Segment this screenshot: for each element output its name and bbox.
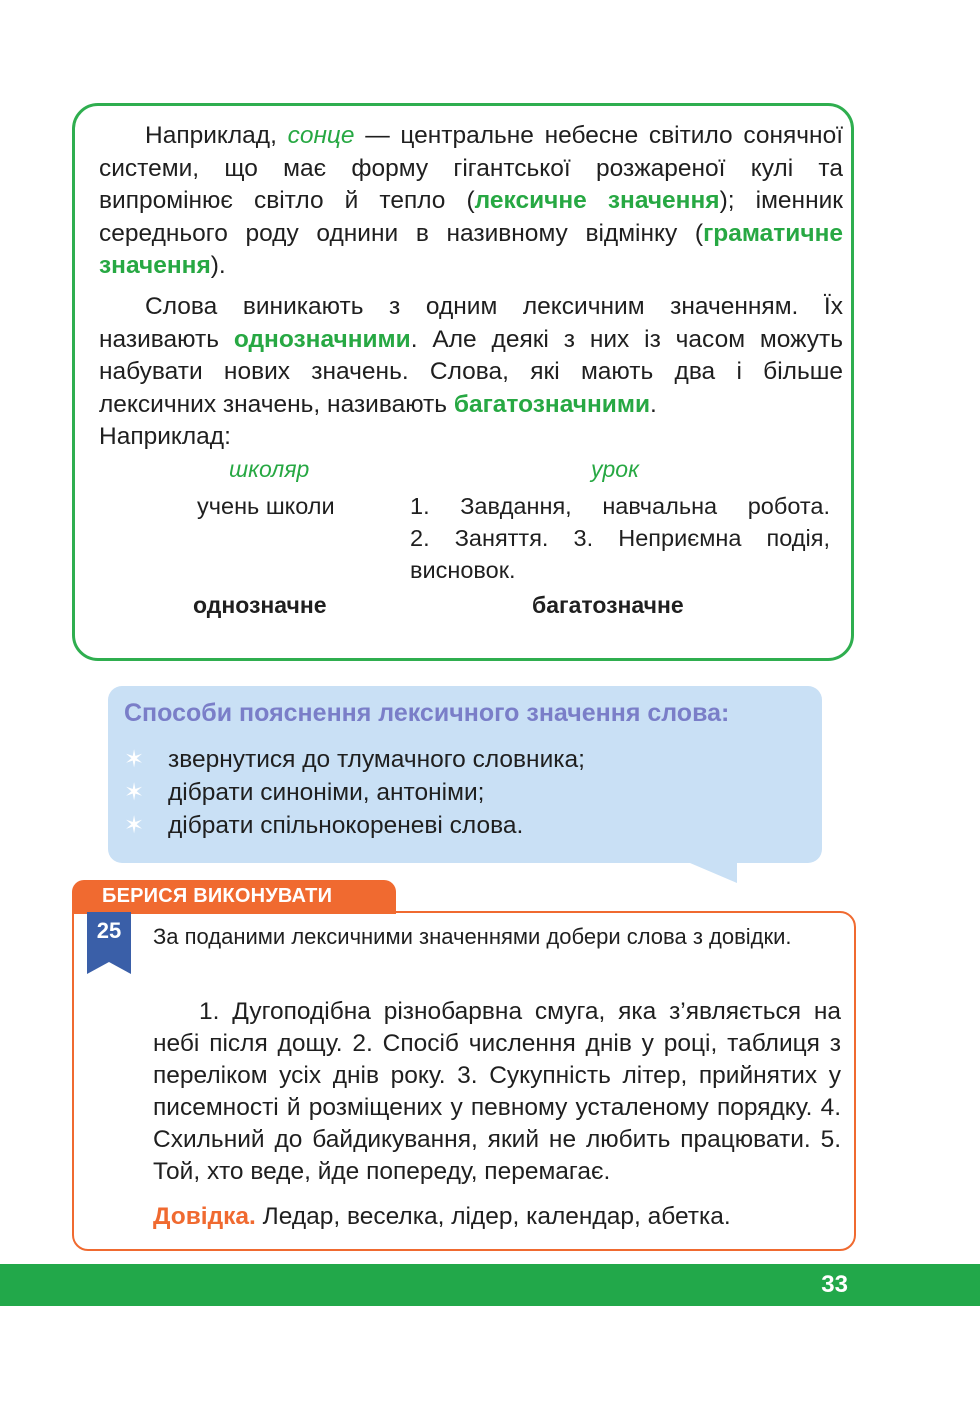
exercise-number: 25 <box>96 918 122 943</box>
method-item-dictionary: звернутися до тлумачного словника; <box>168 746 585 773</box>
explanation-text-2: . Але деякі з них із часом можуть набувати нових значень. Слова, які мають два і більше лексичних значень, називають <box>99 325 843 418</box>
method-item-synonyms: дібрати синоніми, антоніми; <box>168 779 485 806</box>
term-polysemous: багатозначними <box>453 390 651 418</box>
example-label: Наприклад: <box>99 423 231 450</box>
star-bullet-icon: ✶ <box>124 779 145 806</box>
explanation-text-3: . <box>650 390 657 418</box>
bookmark-ribbon-tail <box>87 962 131 974</box>
word-polysemous-example: урок <box>591 456 639 482</box>
explanation-paragraph <box>99 291 843 421</box>
exercise-body: 1. Дугоподібна різнобарвна смуга, яка з’являється на небі після дощу. 2. Спосіб числення днів у році, таблиця з переліком усіх днів року. 3. Сукупність літер, прийнятих у писемності й розміщених у певному усталеному порядку. 4. Схильний до байдикування, який не любить працювати. 5. Той, хто веде, йде попереду, перемагає. <box>153 998 841 1185</box>
definition-box <box>72 103 854 661</box>
example-intro: Наприклад, <box>145 122 288 149</box>
label-polysemous: багатозначне <box>532 592 684 618</box>
example-text-1: — центральне небесне світило сонячної системи, що має форму гігантської розжареної кулі та випромінює світло й тепло ( <box>99 122 843 214</box>
example-word: сонце <box>287 122 355 149</box>
list-item <box>124 776 585 809</box>
meaning-monosemous: учень школи <box>197 493 335 519</box>
star-bullet-icon: ✶ <box>124 812 145 839</box>
meaning-polysemous-line-3: висновок. <box>410 557 516 583</box>
methods-title: Способи пояснення лексичного значення слова: <box>124 699 730 727</box>
exercise-instruction: За поданими лексичними значеннями добери слова з довідки. <box>153 924 792 949</box>
word-monosemous-example: школяр <box>229 456 310 482</box>
example-text-2: ); іменник середнього роду однини в називному відмінку ( <box>99 187 844 247</box>
hint-text: Ледар, веселка, лідер, календар, абетка. <box>255 1203 731 1230</box>
methods-list <box>124 743 585 842</box>
explanation-text-1: Слова виникають з одним лексичним значенням. Їх називають <box>99 293 843 353</box>
meaning-polysemous-line-1: 1. Завдання, навчальна робота. <box>410 493 830 519</box>
list-item <box>124 809 585 842</box>
term-monosemous: однозначними <box>233 325 411 353</box>
methods-box-tail <box>690 863 737 883</box>
hint-label: Довідка. <box>153 1203 256 1230</box>
star-bullet-icon: ✶ <box>124 746 145 773</box>
meaning-polysemous-line-2: 2. Заняття. 3. Неприємна подія, <box>410 525 830 551</box>
term-grammatical-meaning: граматичне значення <box>99 219 843 279</box>
example-paragraph <box>99 120 843 283</box>
example-text-3: ). <box>210 252 226 279</box>
exercise-tab-label: БЕРИСЯ ВИКОНУВАТИ <box>102 885 333 907</box>
term-lexical-meaning: лексичне значення <box>474 187 720 214</box>
label-monosemous: однозначне <box>193 592 327 618</box>
method-item-cognates: дібрати спільнокореневі слова. <box>168 812 524 839</box>
list-item <box>124 743 585 776</box>
page-number: 33 <box>821 1271 848 1298</box>
exercise-hint <box>153 1201 731 1233</box>
